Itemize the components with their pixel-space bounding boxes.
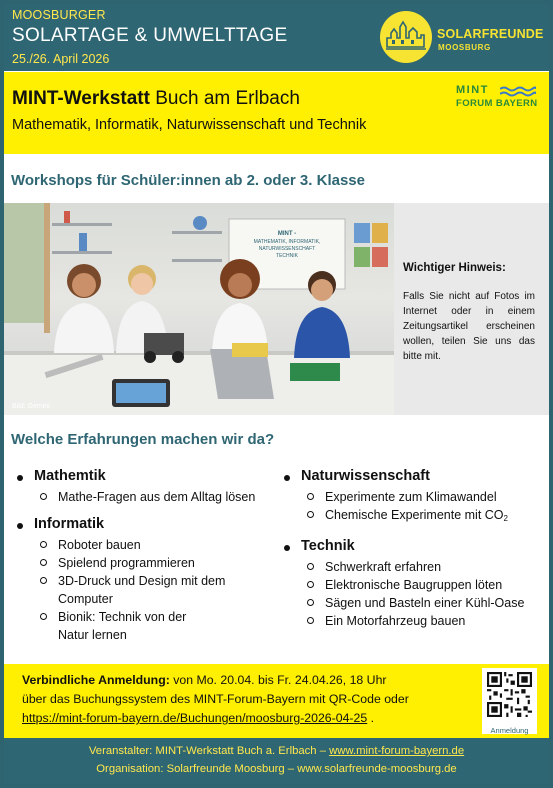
circle-bullet-icon (40, 541, 47, 548)
registration-dates: von Mo. 20.04. bis Fr. 24.04.26, 18 Uhr (169, 673, 387, 687)
notice-text: Falls Sie nicht auf Fotos im Internet oder in einem Zeitungsartikel erscheinen wollen, teilen Sie uns das bitte mit. (403, 291, 535, 362)
mint-logo-line2: FORUM BAYERN (456, 98, 538, 109)
svg-text:MATHEMATIK, INFORMATIK,: MATHEMATIK, INFORMATIK, (253, 239, 321, 245)
classroom-photo (4, 203, 394, 415)
workshops-heading: Workshops für Schüler:innen ab 2. oder 3. Klasse (11, 172, 365, 189)
list-item: Schwerkraft erfahren (283, 558, 543, 576)
registration-band (4, 664, 549, 738)
footer-organizer: Veranstalter: MINT-Werkstatt Buch a. Erlbach – www.mint-forum-bayern.de (88, 745, 465, 757)
footer (4, 738, 549, 784)
experiences-heading: Welche Erfahrungen machen wir da? (11, 431, 275, 448)
list-item: 3D-Druck und Design mit dem Computer (16, 572, 266, 608)
list-item: Chemische Experimente mit $CO_2$ (283, 506, 543, 528)
event-title: SOLARTAGE & UMWELTTAGE (12, 25, 288, 46)
circle-bullet-icon (307, 581, 314, 588)
event-pretitle: MOOSBURGER (12, 8, 106, 22)
category-science: Naturwissenschaft (283, 468, 543, 488)
sun-town-icon (380, 11, 432, 63)
right-category-column (283, 468, 543, 630)
circle-bullet-icon (40, 577, 47, 584)
photo-credit: Bild: Gemini (12, 403, 50, 410)
list-item: Roboter bauen (16, 536, 266, 554)
circle-bullet-icon (307, 563, 314, 570)
circle-bullet-icon (307, 493, 314, 500)
workshop-title-bold: MINT-Werkstatt (12, 88, 150, 109)
svg-text:TECHNIK: TECHNIK (276, 253, 298, 259)
bullet-icon (17, 475, 23, 481)
circle-bullet-icon (40, 493, 47, 500)
list-item: Elektronische Baugruppen löten (283, 576, 543, 594)
workshop-banner (4, 72, 549, 154)
footer-organisation: Organisation: Solarfreunde Moosburg – www.solarfreunde-moosburg.de (96, 763, 457, 775)
solarfreunde-name: SOLARFREUNDE (437, 27, 544, 41)
registration-link[interactable]: https://mint-forum-bayern.de/Buchungen/moosburg-2026-04-25 (22, 711, 368, 725)
list-item: Spielend programmieren (16, 554, 266, 572)
list-item: Sägen und Basteln einer Kühl-Oase (283, 594, 543, 612)
list-item: Experimente zum Klimawandel (283, 488, 543, 506)
qr-code-icon (487, 672, 532, 717)
registration-line2: über das Buchungssystem des MINT-Forum-Bayern mit QR-Code oder (22, 692, 409, 706)
circle-bullet-icon (307, 599, 314, 606)
category-technology: Technik (283, 538, 543, 558)
event-date: 25./26. April 2026 (12, 52, 110, 66)
registration-line3: https://mint-forum-bayern.de/Buchungen/moosburg-2026-04-25 . (22, 711, 375, 725)
svg-text:MINT -: MINT - (277, 231, 297, 237)
list-item: Ein Motorfahrzeug bauen (283, 612, 543, 630)
category-math: Mathemtik (16, 468, 266, 488)
circle-bullet-icon (307, 617, 314, 624)
bavaria-waves-icon (500, 86, 536, 98)
bullet-icon (17, 523, 23, 529)
circle-bullet-icon (307, 511, 314, 518)
circle-bullet-icon (40, 613, 47, 620)
registration-line1 (22, 673, 387, 687)
bullet-icon (284, 475, 290, 481)
svg-text:NATURWISSENSCHAFT: NATURWISSENSCHAFT (258, 246, 316, 252)
solarfreunde-sub: MOOSBURG (438, 43, 491, 52)
list-item: Bionik: Technik von der Natur lernen (16, 608, 216, 644)
circle-bullet-icon (40, 559, 47, 566)
event-header (4, 4, 549, 71)
co2-subscript: 2 (503, 514, 508, 523)
mint-forum-logo (456, 84, 538, 116)
workshop-subtitle: Mathematik, Informatik, Naturwissenschaft und Technik (12, 117, 367, 133)
workshop-title (12, 88, 300, 110)
mint-forum-link[interactable]: www.mint-forum-bayern.de (329, 745, 465, 757)
workshop-title-rest: Buch am Erlbach (149, 88, 300, 109)
registration-label: Verbindliche Anmeldung: (22, 673, 170, 687)
notice-box (394, 203, 549, 415)
solarfreunde-logo (380, 11, 542, 63)
registration-qr-code[interactable] (482, 668, 537, 734)
notice-title: Wichtiger Hinweis: (403, 262, 506, 274)
bullet-icon (284, 545, 290, 551)
left-category-column (16, 468, 266, 644)
list-item: Mathe-Fragen aus dem Alltag lösen (16, 488, 266, 506)
mint-logo-line1: MINT (456, 84, 489, 96)
category-informatics: Informatik (16, 516, 266, 536)
qr-code-label: Anmeldung (490, 726, 529, 735)
